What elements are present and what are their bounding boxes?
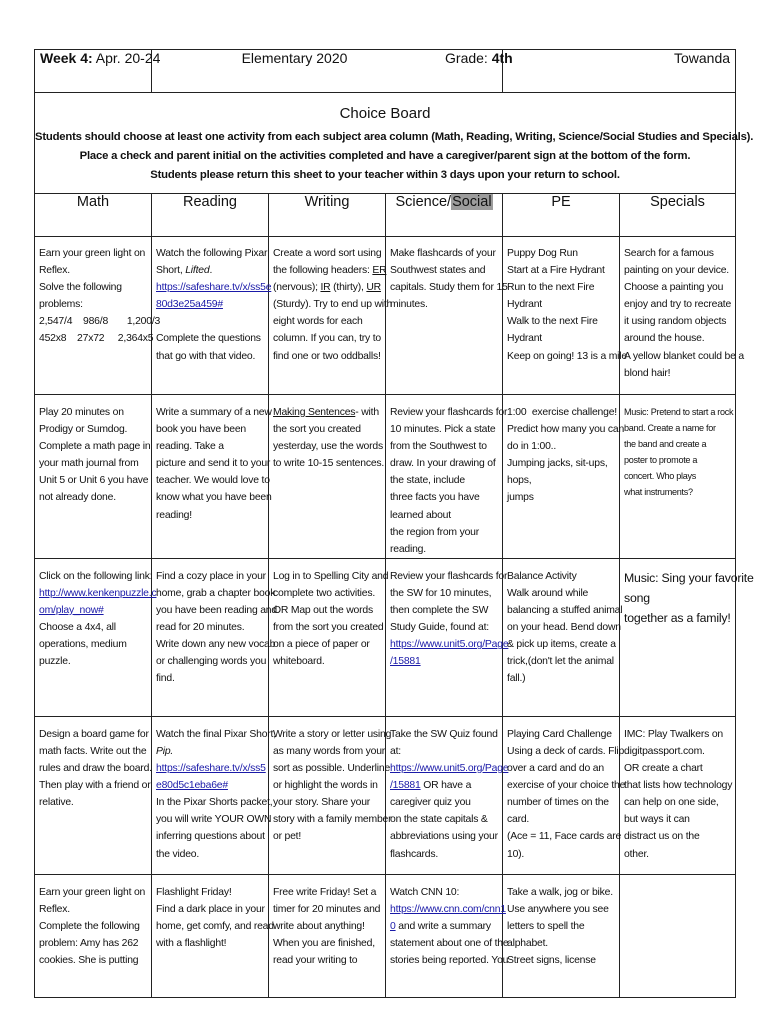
cell-line: your story. Share your [273,797,371,809]
cell-line: Solve the following [39,282,122,294]
cell-line: on your head. Bend down [507,622,621,634]
cell-line: reading! [156,509,192,521]
cell-line: from the Southwest to [390,441,487,453]
cell-line: Reflex. [39,265,70,277]
column-header-science-label: Science/ [395,194,452,210]
activity-cell-specials-5[interactable] [620,874,736,997]
cell-line: what instruments? [624,487,693,497]
cell-line: Choose a 4x4, all [39,622,116,634]
cell-line: IMC: Play Twalkers on [624,728,723,740]
cell-line: to write 10-15 sentences. [273,458,385,470]
cnn-link[interactable]: https://www.cnn.com/cnn1 [390,903,506,915]
cell-line [273,279,381,296]
cell-line: Choose a painting you [624,282,724,294]
choice-board-title: Choice Board [339,105,431,122]
cell-line: Complete the questions [156,333,261,345]
cell-line: find one or two oddballs! [273,350,381,362]
video-link[interactable]: e80d5c1eba6e# [156,780,228,792]
cell-line: then complete the SW [390,605,489,617]
cell-line: over a card and do an [507,763,604,775]
spacer [156,313,264,330]
cell-line: inferring questions about [156,831,265,843]
activity-cell-pe-5[interactable] [503,874,620,997]
cell-line: you will write YOUR OWN [156,814,272,826]
cell-line: Complete a math page in [39,441,151,453]
cell-line: book you have been [156,424,246,436]
cell-line: Watch the final Pixar Short, [156,728,276,740]
cell-line: statement about one of the [390,938,509,950]
cell-line: your math journal from [39,458,139,470]
cell-line: draw. In your drawing of [390,458,496,470]
cell-line: teacher. We would love to [156,475,270,487]
column-header-specials: Specials [620,194,736,237]
cell-line: exercise of your choice the [507,780,626,792]
cell-line: Earn your green light on [39,248,146,259]
video-title: Lifted [185,265,210,277]
cell-line: Log in to Spelling City and [273,570,389,582]
cell-line: Music: Sing your favorite [624,570,754,585]
cell-line: In the Pixar Shorts packet, [156,797,273,809]
activity-row-4 [35,716,736,874]
cell-line: fall.) [507,673,526,685]
cell-line: song [624,590,650,605]
cell-line: eight words for each [273,316,363,328]
cell-line: Review your flashcards for [390,407,508,418]
cell-line: flashcards. [390,848,439,860]
cell-text: (thirty), [330,282,367,294]
cell-line: sort as possible. Underline [273,763,391,775]
activity-cell-math-2[interactable] [35,395,152,559]
activity-cell-reading-3[interactable] [152,558,277,716]
intro-cell [35,93,754,194]
cell-line: Find a dark place in your [156,903,265,915]
cell-line: Flashlight Friday! [156,886,232,898]
cell-line: together as a family! [624,610,731,625]
activity-cell-math-4[interactable] [35,716,152,874]
cell-line: problem: Amy has 262 [39,938,139,950]
cell-line: OR Map out the words [273,605,373,617]
cell-line: Using a deck of cards. Flip [507,745,625,757]
cell-line: or highlight the words in [273,780,378,792]
activity-cell-reading-1[interactable] [152,237,272,395]
cell-line: on the state capitals & [390,814,488,826]
instructions-line-2: Place a check and parent initial on the activities completed and have a caregiver/parent sign at the bottom of the form. [79,150,691,162]
grade-label: Grade: [445,50,488,66]
cell-line: cookies. She is putting [39,955,139,967]
video-link[interactable]: https://safeshare.tv/x/ss5e [156,282,272,294]
cell-line: math facts. Write out the [39,745,147,757]
cell-line: Review your flashcards for [390,570,508,582]
quiz-link[interactable]: /15881 [390,780,421,792]
cell-line: the region from your [390,526,479,538]
cell-line: or challenging words you [156,656,267,668]
district-cell [620,50,736,93]
cell-line: painting on your device. [624,265,729,277]
cell-line: Click on the following link: [39,570,153,582]
cell-line: Short, Lifted. [156,265,213,277]
activity-cell-science-3[interactable] [386,558,509,716]
column-header-reading: Reading [152,194,269,237]
cell-line: three facts you have [390,492,480,504]
cell-line: Create a word sort using [273,248,382,259]
choice-board-table [34,49,754,998]
cell-text: and write a summary [395,921,491,933]
cell-line: Predict how many you can [507,424,625,436]
cell-line: relative. [39,797,74,809]
column-header-social-highlight: Social [452,194,492,210]
activity-row-1 [35,237,736,395]
cell-line: letters to spell the [507,921,585,933]
cell-line: with a flashlight! [156,938,227,950]
cell-line: When you are finished, [273,938,375,950]
cell-line: Take a walk, jog or bike. [507,886,613,898]
cell-line: reading. Take a [156,441,224,453]
video-link[interactable]: https://safeshare.tv/x/ss5 [156,763,266,775]
cell-line: rules and draw the board. [39,763,152,775]
activity-cell-specials-3[interactable] [620,558,754,716]
activity-cell-math-5[interactable] [35,874,152,997]
cell-line: caregiver quiz you [390,797,471,809]
cell-line: Walk around while [507,587,589,599]
cell-line: that go with that video. [156,350,256,362]
intro-row [35,93,736,194]
cell-line: reading. [390,543,426,555]
cell-line: Take the SW Quiz found [390,728,498,740]
cell-line: around the house. [624,333,705,345]
cell-line: card. [507,814,530,826]
cell-line: problems: [39,299,83,311]
cell-line: hops, [507,475,532,487]
cell-line: as many words from your [273,745,386,757]
grade-cell [445,50,620,93]
cell-line: poster to promote a [624,455,698,465]
week-cell [35,50,161,93]
instructions-line-3: Students please return this sheet to your teacher within 3 days upon your return to school. [150,169,620,181]
column-header-writing: Writing [269,194,386,237]
activity-cell-science-4[interactable] [386,716,509,874]
cell-line: on a piece of paper or [273,639,370,651]
cell-line: Watch CNN 10: [390,886,460,898]
activity-cell-reading-5[interactable] [152,874,274,997]
cell-line: balancing a stuffed animal [507,605,623,617]
cell-line: Reflex. [39,903,70,915]
cell-line [390,918,498,935]
cell-line: Walk to the next Fire [507,316,598,328]
week-label: Week 4: [40,50,93,66]
activity-cell-pe-1[interactable] [503,237,627,395]
cell-line: (Ace = 11, Face cards are [507,831,622,843]
cell-line: whiteboard. [273,656,325,668]
activity-cell-pe-3[interactable] [503,558,623,716]
cell-line: Use anywhere you see [507,903,609,915]
cell-line: digitpassport.com. [624,745,705,757]
cell-line: you have been reading and [156,605,277,617]
cell-line: capitals. Study them for 15 [390,282,508,294]
cell-line: number of times on the [507,797,609,809]
grade-value: 4th [491,50,513,66]
cell-line: distract us on the [624,831,700,843]
choice-board-sheet [34,49,754,1009]
activity-row-2 [35,395,736,559]
cell-line: enjoy and try to recreate [624,299,732,311]
cell-line: Puppy Dog Run [507,248,578,259]
cell-line: Run to the next Fire [507,282,595,294]
activity-cell-writing-2[interactable] [269,395,386,559]
activity-cell-pe-2[interactable] [503,395,625,559]
program-title: Elementary 2020 [241,50,348,66]
cell-line: Complete the following [39,921,140,933]
cell-line: Search for a famous [624,248,714,259]
activity-cell-specials-4[interactable] [620,716,736,874]
cell-line: 1:00 exercise challenge! [507,407,617,418]
cell-line: column. If you can, try to [273,333,381,345]
activity-cell-writing-1[interactable] [269,237,393,395]
cell-line: Playing Card Challenge [507,728,612,740]
cell-line: do in 1:00.. [507,441,557,453]
cell-line: picture and send it to your [156,458,271,470]
cell-line [390,777,498,794]
cell-line: the video. [156,848,200,860]
cell-line: OR create a chart [624,763,703,775]
cell-line: Earn your green light on [39,886,146,898]
cell-line: trick,(don't let the animal [507,656,614,668]
cell-line: 452x8 27x72 2,364x5 [39,333,154,345]
cell-line: Music: Pretend to start a rock [624,407,734,417]
cell-line: operations, medium [39,639,127,651]
activity-cell-writing-4[interactable] [269,716,392,874]
cell-line: blond hair! [624,367,671,379]
cell-line: 10 minutes. Pick a state [390,424,496,436]
cell-text: the following headers: [273,265,373,277]
cell-line: Start at a Fire Hydrant [507,265,605,277]
cell-line: stories being reported. You [390,955,509,967]
activity-cell-reading-4[interactable] [152,716,276,874]
cell-line: Design a board game for [39,728,149,740]
kenken-link[interactable]: http://www.kenkenpuzzle.c [39,587,157,599]
cell-line: read your writing to [273,955,358,967]
cell-line: home, get comfy, and read [156,921,274,933]
cell-text: OR have a [420,780,472,792]
cell-line: other. [624,848,649,860]
cell-line: timer for 20 minutes and [273,903,381,915]
column-header-row [35,194,736,237]
cell-line: Then play with a friend or [39,780,151,792]
cell-line: Write a summary of a new [156,407,272,418]
cell-line: Find a cozy place in your [156,570,266,582]
cell-line: Prodigy or Sumdog. [39,424,128,436]
cell-line: Make flashcards of your [390,248,496,259]
activity-cell-writing-5[interactable] [269,874,386,997]
cell-line [273,262,387,279]
cell-line: & pick up items, create a [507,639,616,651]
making-sentences-title: Making Sentences [273,407,356,418]
cell-line: Play 20 minutes on [39,407,124,418]
cell-line: read for 20 minutes. [156,622,245,634]
cell-line: 2,547/4 986/8 1,200/3 [39,316,161,328]
cell-text: (nervous); [273,282,321,294]
cell-line: the sort you created [273,424,361,436]
cell-line: home, grab a chapter book [156,587,276,599]
activity-cell-science-5[interactable] [386,874,509,997]
cell-line: abbreviations using your [390,831,498,843]
activity-cell-science-1[interactable] [386,237,508,395]
cell-line: Unit 5 or Unit 6 you have [39,475,149,487]
cell-line: not already done. [39,492,116,504]
cell-line: Keep on going! 13 is a mile [507,350,627,362]
cell-line: that lists how technology [624,780,733,792]
quiz-link[interactable]: https://www.unit5.org/Page [390,763,509,775]
header-ir: IR [320,282,331,294]
video-link[interactable]: 80d3e25a459# [156,299,223,311]
activity-cell-science-2[interactable] [386,395,508,559]
cell-line: band. Create a name for [624,423,716,433]
header-ur: UR [366,282,381,294]
video-title: Pip. [156,745,174,757]
study-guide-link[interactable]: https://www.unit5.org/Page [390,639,509,651]
cell-line: minutes. [390,299,428,311]
cell-line: Street signs, license [507,955,596,967]
cell-line: the SW for 10 minutes, [390,587,492,599]
cell-line: but ways it can [624,814,690,826]
cell-line: Watch the following Pixar [156,248,268,259]
cell-line: Write a story or letter using [273,728,392,740]
cell-text: Short, [156,265,186,277]
cell-line: find. [156,673,175,685]
cell-line: 10). [507,848,525,860]
column-header-science [386,194,503,237]
cell-line: Hydrant [507,299,542,311]
activity-row-3 [35,558,736,716]
kenken-link[interactable]: om/play_now# [39,605,104,617]
cell-text: - with [355,407,379,418]
cell-line: Balance Activity [507,570,577,582]
cell-line: can help on one side, [624,797,719,809]
cell-line: Southwest states and [390,265,486,277]
cell-line: jumps [507,492,534,504]
activity-cell-math-1[interactable] [35,237,161,395]
study-guide-link[interactable]: /15881 [390,656,421,668]
cell-line: write about anything! [273,921,365,933]
cell-line: yesterday, use the words [273,441,383,453]
cell-line: Jumping jacks, sit-ups, [507,458,608,470]
activity-cell-specials-1[interactable] [620,237,744,395]
cell-line: the band and create a [624,439,707,449]
cell-line: (Sturdy). Try to end up with [273,299,393,311]
activity-cell-reading-2[interactable] [152,395,272,559]
cell-line: Write down any new vocab [156,639,276,651]
activity-cell-math-3[interactable] [35,558,157,716]
cell-line: Hydrant [507,333,542,345]
cell-line: complete two activities. [273,587,376,599]
cell-line: puzzle. [39,656,71,668]
header-row [35,50,736,93]
cell-line: alphabet. [507,938,548,950]
cell-line [273,404,381,421]
cnn-link[interactable]: 0 [390,921,396,933]
cell-line: learned about [390,509,451,521]
activity-cell-writing-3[interactable] [269,558,389,716]
cell-line: concert. Who plays [624,471,696,481]
header-er: ER [372,265,387,277]
activity-cell-specials-2[interactable] [620,395,736,559]
activity-row-5 [35,874,736,997]
activity-cell-pe-4[interactable] [503,716,626,874]
cell-line: A yellow blanket could be a [624,350,744,362]
district-name: Towanda [673,50,731,66]
cell-line: the state, include [390,475,465,487]
cell-line: or pet! [273,831,302,843]
week-dates: Apr. 20-24 [95,50,161,66]
cell-line: know what you have been [156,492,272,504]
instructions-line-1: Students should choose at least one activity from each subject area column (Math, Reading, Writing, Science/Social Studies and Specials). [35,131,754,143]
cell-line: from the sort you created [273,622,384,634]
cell-line: at: [390,745,401,757]
column-header-math: Math [35,194,152,237]
cell-line: it using random objects [624,316,727,328]
cell-line: Study Guide, found at: [390,622,489,634]
cell-line: Free write Friday! Set a [273,886,377,898]
column-header-pe: PE [503,194,620,237]
cell-line: story with a family member [273,814,392,826]
